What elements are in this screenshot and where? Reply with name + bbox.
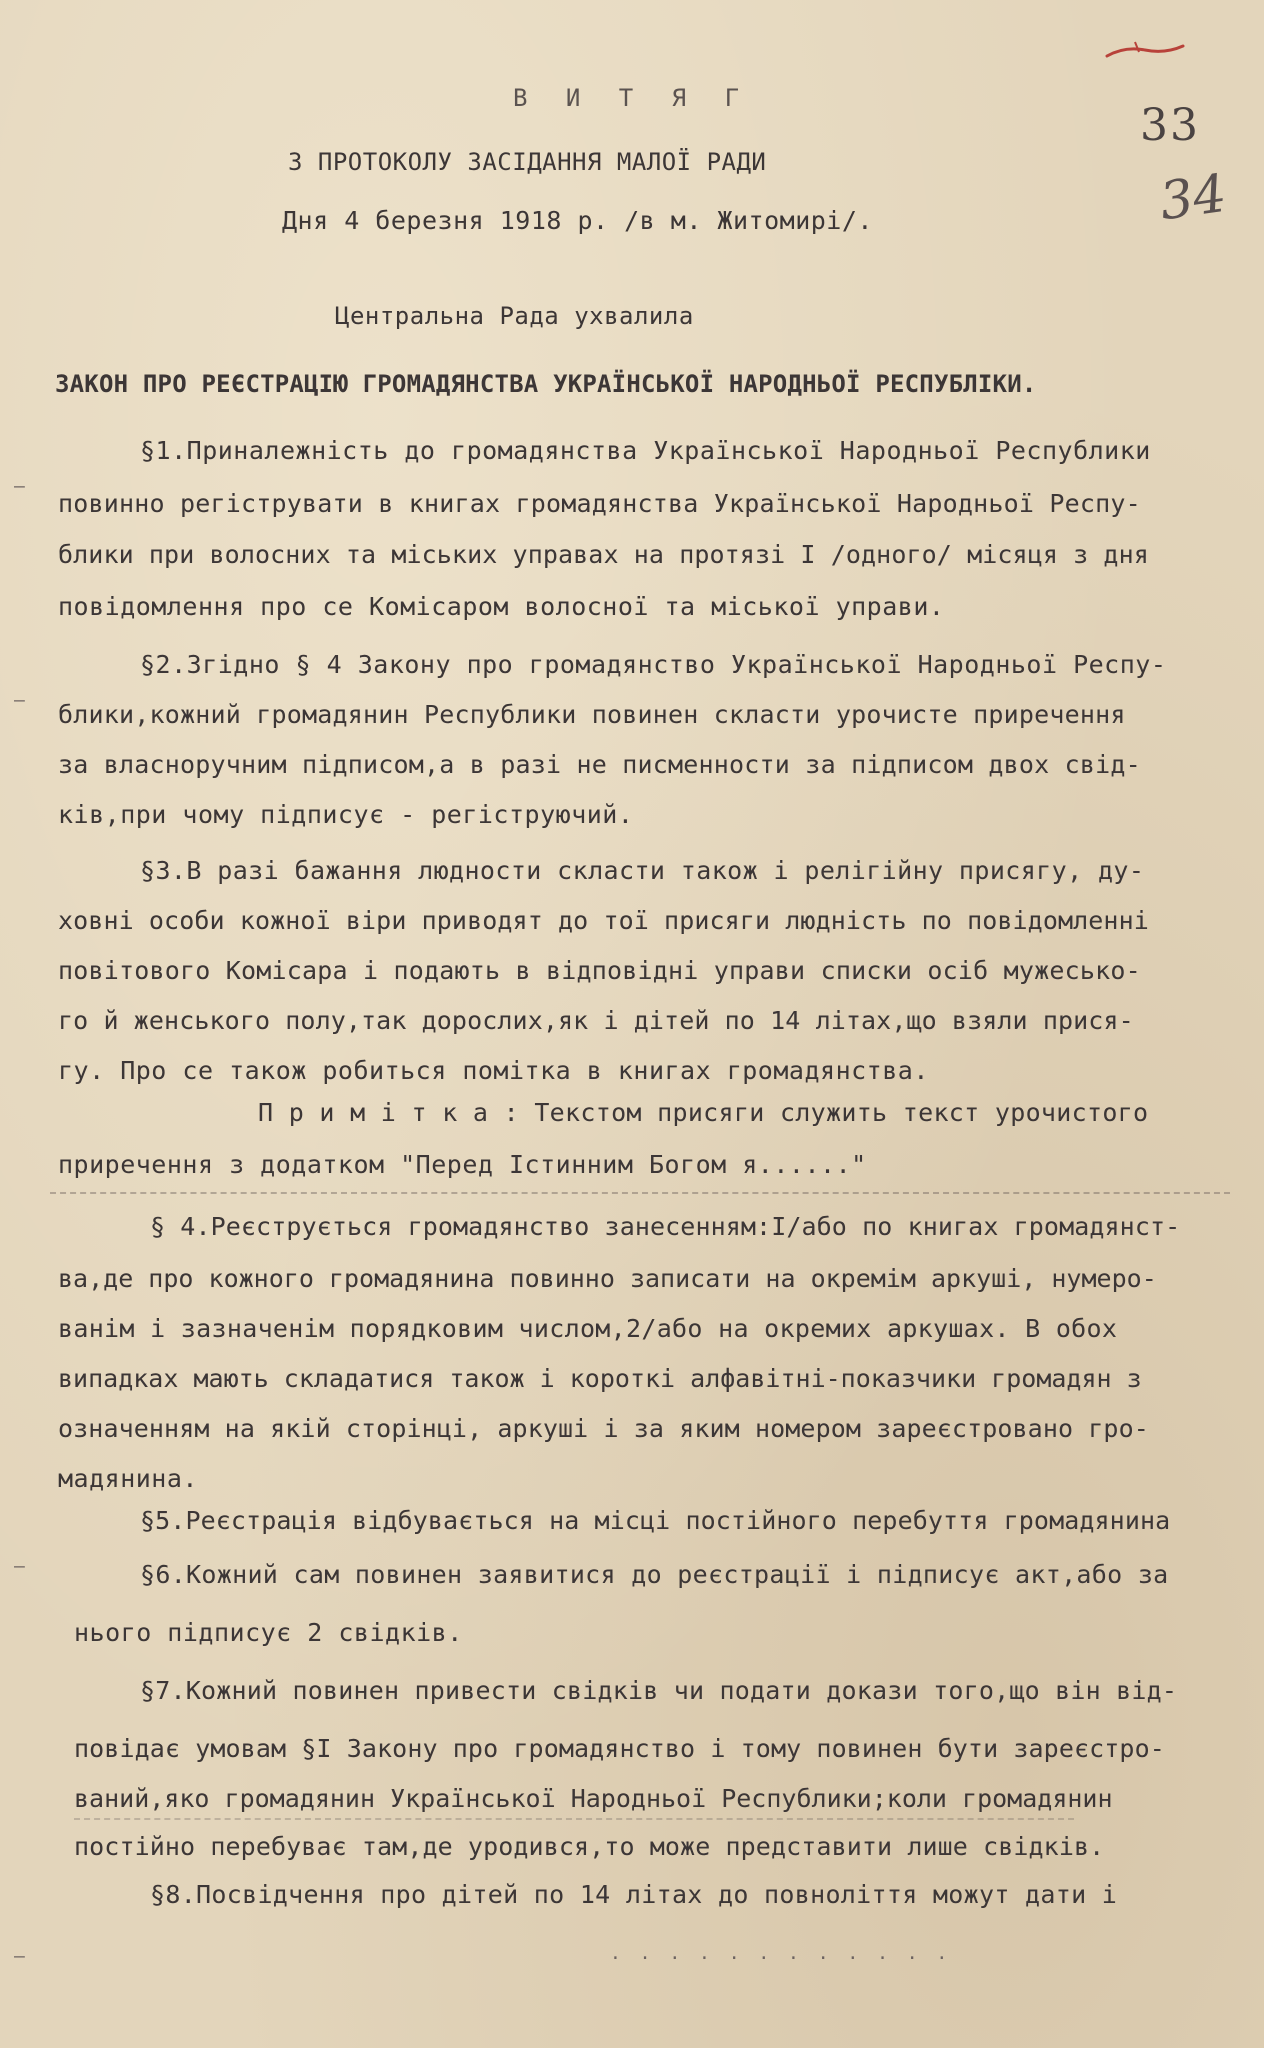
body-line: нього підписує 2 свідків. <box>74 1618 463 1647</box>
divider-line <box>74 1818 1074 1822</box>
document-date: Дня 4 березня 1918 р. /в м. Житомирі/. <box>282 206 873 235</box>
law-title: ЗАКОН ПРО РЕЄСТРАЦІЮ ГРОМАДЯНСТВА УКРАЇНСЬКОЇ НАРОДНЬОЇ РЕСПУБЛІКИ. <box>55 370 1037 398</box>
note-line: приречення з додатком "Перед Істинним Богом я......" <box>58 1150 867 1179</box>
body-line: повітового Комісара і подають в відповідні управи списки осіб мужесько- <box>58 956 1141 985</box>
body-line: за власноручним підписом,а в разі не писменности за підписом двох свід- <box>58 750 1141 779</box>
folio-handwritten: 34 <box>1156 163 1231 233</box>
body-line: §1.Приналежність до громадянства Української Народньої Республики <box>140 436 1151 465</box>
margin-mark: – <box>14 1946 25 1967</box>
document-title: В И Т Я Г <box>512 84 752 112</box>
body-line: ва,де про кожного громадянина повинно записати на окремім аркуші, нумеро- <box>58 1264 1157 1293</box>
divider-line <box>50 1192 1230 1196</box>
body-line: § 4.Реєструється громадянство занесенням:І/або по книгах громадянст- <box>150 1212 1181 1241</box>
body-line: ків,при чому підписує - регіструючий. <box>58 800 634 829</box>
body-line: повідає умовам §І Закону про громадянство і тому повинен бути зареєстро- <box>74 1734 1165 1763</box>
body-line: випадках мають складатися також і короткі алфавітні-показчики громадян з <box>58 1364 1142 1393</box>
body-line: повинно регіструвати в книгах громадянства Української Народньої Респу- <box>58 489 1141 518</box>
body-line: постійно перебуває там,де уродився,то може представити лише свідків. <box>74 1832 1105 1861</box>
note-line: П р и м і т к а : Текстом присяги служить текст урочистого <box>258 1098 1149 1127</box>
body-line: §2.Згідно § 4 Закону про громадянство Української Народньої Респу- <box>140 650 1167 679</box>
body-line: блики при волосних та міських управах на протязі І /одного/ місяця з дня <box>58 540 1149 569</box>
body-line: §3.В разі бажання людности скласти також і релігійну присягу, ду- <box>140 856 1145 885</box>
body-line: блики,кожний громадянин Республики повинен скласти урочисте приречення <box>58 700 1126 729</box>
margin-mark: – <box>14 1556 25 1577</box>
body-line: мадянина. <box>58 1464 198 1493</box>
body-line: §7.Кожний повинен привести свідків чи подати докази того,що він від- <box>140 1676 1178 1705</box>
body-line: го й женського полу,так дорослих,як і дітей по 14 літах,що взяли прися- <box>58 1006 1134 1035</box>
body-line: ваний,яко громадянин Української Народньої Республики;коли громадянин <box>74 1784 1113 1813</box>
red-pencil-mark <box>1105 40 1185 62</box>
body-line: §6.Кожний сам повинен заявитися до реєстрації і підписує акт,або за <box>140 1560 1169 1589</box>
dotted-mark: · · · · · · · · · · · · <box>610 1948 952 1969</box>
body-line: ховні особи кожної віри приводят до тої присяги людність по повідомленні <box>58 906 1149 935</box>
document-subtitle: З ПРОТОКОЛУ ЗАСІДАННЯ МАЛОЇ РАДИ <box>288 148 767 176</box>
body-line: §5.Реєстрація відбувається на місці постійного перебуття громадянина <box>140 1506 1171 1535</box>
folio-number: 33 <box>1140 100 1200 151</box>
body-line: повідомлення про се Комісаром волосної та міської управи. <box>58 592 945 621</box>
body-line: означенням на якій сторінці, аркуші і за яким номером зареєстровано гро- <box>58 1414 1149 1443</box>
margin-mark: – <box>14 690 25 711</box>
margin-mark: – <box>14 476 25 497</box>
body-line: §8.Посвідчення про дітей по 14 літах до повноліття можут дати і <box>150 1880 1118 1909</box>
body-line: гу. Про се також робиться помітка в книгах громадянства. <box>58 1056 929 1085</box>
body-line: ванім і зазначенім порядковим числом,2/або на окремих аркушах. В обох <box>58 1314 1118 1343</box>
decision-line: Центральна Рада ухвалила <box>335 302 694 330</box>
